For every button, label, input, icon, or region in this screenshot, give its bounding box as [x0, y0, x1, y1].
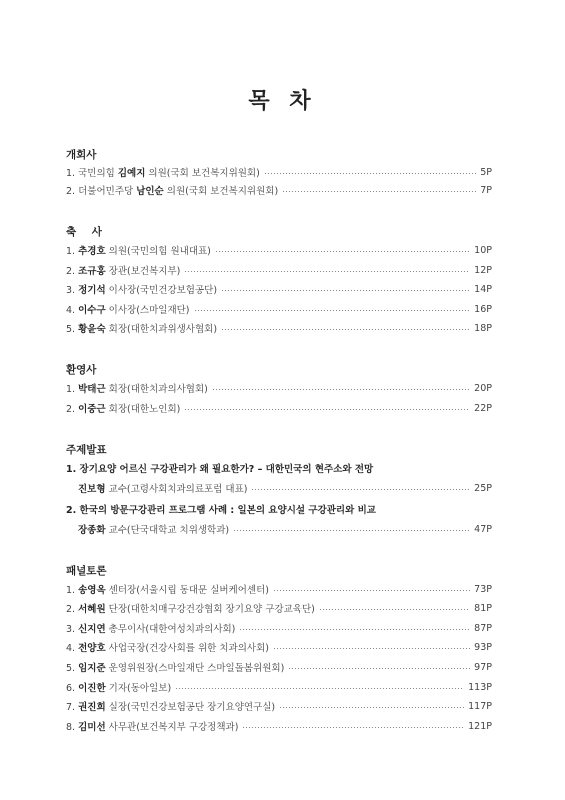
toc-entry[interactable]: 5. 임지준 운영위원장(스마일재단 스마일돌봄위원회) 97P	[66, 661, 492, 674]
page-number: 18P	[474, 322, 492, 334]
page-number: 25P	[474, 482, 492, 494]
dot-leader	[251, 489, 470, 490]
dot-leader	[175, 688, 464, 689]
page-number: 113P	[468, 681, 492, 693]
dot-leader	[184, 271, 470, 272]
page-number: 117P	[468, 700, 492, 712]
toc-entry[interactable]: 3. 신지연 총무이사(대한여성치과의사회) 87P	[66, 622, 492, 635]
page-number: 81P	[474, 602, 492, 614]
toc-entry[interactable]: 2. 더불어민주당 남인순 의원(국회 보건복지위원회) 7P	[66, 184, 492, 197]
toc-entry[interactable]: 1. 국민의힘 김예지 의원(국회 보건복지위원회) 5P	[66, 166, 492, 179]
page-number: 87P	[474, 622, 492, 634]
toc-entry[interactable]: 장종화 교수(단국대학교 치위생학과) 47P	[78, 523, 492, 536]
page-number: 12P	[474, 264, 492, 276]
dot-leader	[212, 389, 470, 390]
page-number: 93P	[474, 641, 492, 653]
toc-entry[interactable]: 1. 추경호 의원(국민의힘 원내대표) 10P	[66, 244, 492, 257]
toc-entry[interactable]: 2. 서혜원 단장(대한치매구강건강협회 장기요양 구강교육단) 81P	[66, 602, 492, 615]
toc-entry[interactable]: 7. 권진희 실장(국민건강보험공단 장기요양연구실) 117P	[66, 700, 492, 713]
toc-entry[interactable]: 1. 박태근 회장(대한치과의사협회) 20P	[66, 382, 492, 395]
page-number: 7P	[480, 184, 492, 196]
toc-entry[interactable]: 2. 이중근 회장(대한노인회) 22P	[66, 402, 492, 415]
toc-entry[interactable]: 2. 조규홍 장관(보건복지부) 12P	[66, 264, 492, 277]
page-number: 73P	[474, 583, 492, 595]
topic-title[interactable]: 1. 장기요양 어르신 구강관리가 왜 필요한가? – 대한민국의 현주소와 전망	[66, 464, 374, 475]
page-number: 20P	[474, 382, 492, 394]
dot-leader	[242, 727, 464, 728]
section-heading-presentations: 주제발표	[66, 444, 107, 456]
dot-leader	[279, 707, 464, 708]
toc-entry[interactable]: 4. 전양호 사업국장(건강사회를 위한 치과의사회) 93P	[66, 641, 492, 654]
dot-leader	[319, 609, 470, 610]
page-number: 5P	[480, 166, 492, 178]
dot-leader	[273, 648, 470, 649]
dot-leader	[264, 173, 476, 174]
page-number: 10P	[474, 244, 492, 256]
toc-entry[interactable]: 3. 정기석 이사장(국민건강보험공단) 14P	[66, 283, 492, 296]
dot-leader	[233, 530, 470, 531]
page-number: 121P	[468, 720, 492, 732]
toc-entry[interactable]: 진보형 교수(고령사회치과의료포럼 대표) 25P	[78, 482, 492, 495]
toc-entry[interactable]: 1. 송영옥 센터장(서울시립 동대문 실버케어센터) 73P	[66, 583, 492, 596]
page-number: 22P	[474, 402, 492, 414]
section-heading-panel: 패널토론	[66, 565, 107, 577]
toc-entry[interactable]: 6. 이진한 기자(동아일보) 113P	[66, 681, 492, 694]
dot-leader	[215, 251, 470, 252]
topic-title[interactable]: 2. 한국의 방문구강관리 프로그램 사례 : 일본의 요양시설 구강관리와 비교	[66, 505, 376, 516]
dot-leader	[273, 590, 470, 591]
page-number: 14P	[474, 283, 492, 295]
section-heading-opening: 개회사	[66, 149, 97, 161]
page-number: 16P	[474, 303, 492, 315]
page-number: 47P	[474, 523, 492, 535]
dot-leader	[184, 409, 470, 410]
page-number: 97P	[474, 661, 492, 673]
section-heading-welcome: 환영사	[66, 364, 97, 376]
dot-leader	[288, 668, 470, 669]
dot-leader	[282, 191, 476, 192]
dot-leader	[221, 329, 470, 330]
toc-entry[interactable]: 4. 이수구 이사장(스마일재단) 16P	[66, 303, 492, 316]
toc-entry[interactable]: 5. 황윤숙 회장(대한치과위생사협회) 18P	[66, 322, 492, 335]
page-title: 목 차	[248, 89, 317, 114]
toc-entry[interactable]: 8. 김미선 사무관(보건복지부 구강정책과) 121P	[66, 720, 492, 733]
dot-leader	[221, 290, 470, 291]
dot-leader	[194, 310, 471, 311]
dot-leader	[239, 629, 470, 630]
section-heading-congratulatory: 축 사	[66, 226, 108, 238]
